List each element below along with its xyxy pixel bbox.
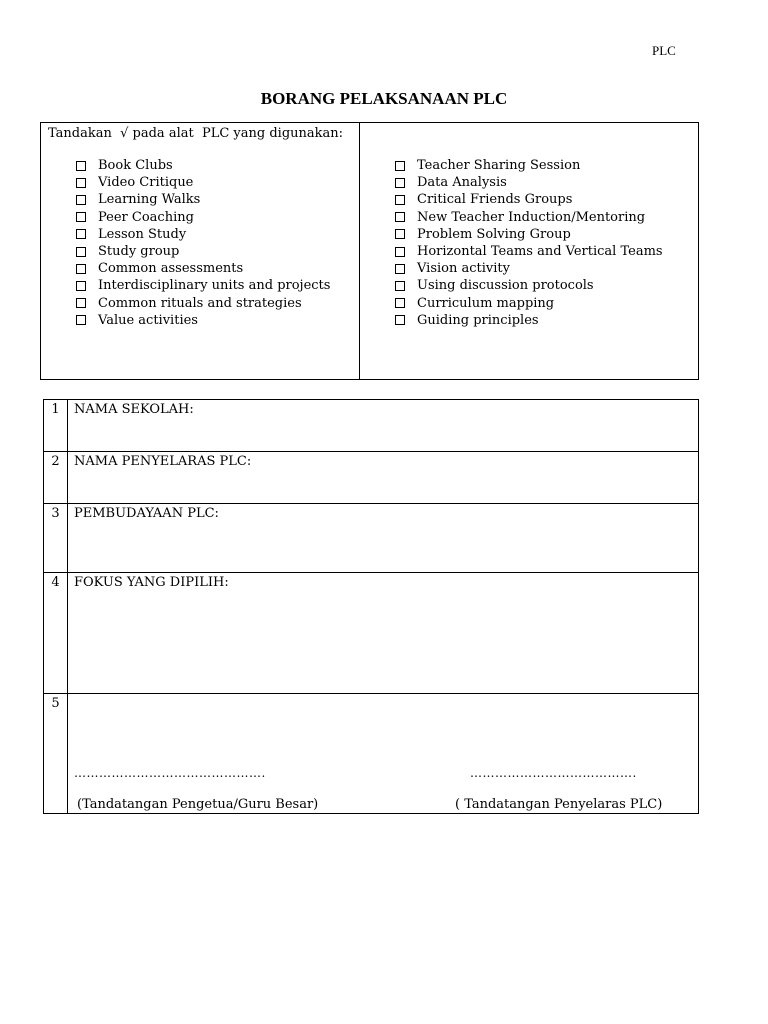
field-label: PEMBUDAYAAN PLC: xyxy=(74,506,219,521)
checkbox-icon[interactable] xyxy=(76,161,86,171)
plc-tools-checklist xyxy=(40,122,699,380)
tool-item-value-activities[interactable] xyxy=(76,312,330,329)
checkbox-icon[interactable] xyxy=(76,247,86,257)
checkbox-icon[interactable] xyxy=(395,315,405,325)
header-tag: PLC xyxy=(652,43,676,58)
form-title: BORANG PELAKSANAAN PLC xyxy=(260,89,508,108)
tool-item-teacher-sharing-session[interactable] xyxy=(395,157,663,174)
checkbox-icon[interactable] xyxy=(395,281,405,291)
checkbox-icon[interactable] xyxy=(76,212,86,222)
tool-item-new-teacher-induction[interactable] xyxy=(395,209,663,226)
tool-item-label: Curriculum mapping xyxy=(417,295,555,311)
field-label: NAMA SEKOLAH: xyxy=(74,402,194,417)
tool-item-label: Study group xyxy=(98,244,180,260)
tool-item-label: Teacher Sharing Session xyxy=(417,158,581,174)
tool-item-label: Interdisciplinary units and projects xyxy=(98,278,331,294)
checkbox-icon[interactable] xyxy=(76,195,86,205)
checkbox-icon[interactable] xyxy=(395,229,405,239)
row-number: 4 xyxy=(44,573,68,694)
tool-item-label: Lesson Study xyxy=(98,226,187,242)
tool-item-vision-activity[interactable] xyxy=(395,260,663,277)
coordinator-name-field[interactable] xyxy=(68,452,699,504)
tool-item-label: Data Analysis xyxy=(417,175,507,191)
table-row xyxy=(44,504,699,573)
table-row xyxy=(44,573,699,694)
checkbox-icon[interactable] xyxy=(395,298,405,308)
tool-item-label: Horizontal Teams and Vertical Teams xyxy=(417,244,663,260)
checkbox-icon[interactable] xyxy=(395,161,405,171)
tool-item-data-analysis[interactable] xyxy=(395,174,663,191)
tool-item-peer-coaching[interactable] xyxy=(76,209,330,226)
tool-item-label: Guiding principles xyxy=(417,312,539,328)
checkbox-icon[interactable] xyxy=(395,247,405,257)
school-name-field[interactable] xyxy=(68,400,699,452)
tool-item-label: Using discussion protocols xyxy=(417,278,594,294)
tool-item-study-group[interactable] xyxy=(76,243,330,260)
tool-item-video-critique[interactable] xyxy=(76,174,330,191)
field-label: NAMA PENYELARAS PLC: xyxy=(74,454,252,469)
tool-item-label: Problem Solving Group xyxy=(417,226,571,242)
tool-item-guiding-principles[interactable] xyxy=(395,312,663,329)
checklist-left-column xyxy=(41,123,360,379)
tool-item-label: Learning Walks xyxy=(98,192,201,208)
checkbox-icon[interactable] xyxy=(76,281,86,291)
tool-item-label: New Teacher Induction/Mentoring xyxy=(417,209,646,225)
checkbox-icon[interactable] xyxy=(395,178,405,188)
tool-item-label: Vision activity xyxy=(417,261,510,277)
coordinator-signature-caption: ( Tandatangan Penyelaras PLC) xyxy=(455,797,663,812)
tool-item-label: Video Critique xyxy=(98,175,194,191)
tool-item-book-clubs[interactable] xyxy=(76,157,330,174)
checkbox-icon[interactable] xyxy=(395,195,405,205)
table-row xyxy=(44,400,699,452)
checkbox-icon[interactable] xyxy=(76,178,86,188)
table-row xyxy=(44,452,699,504)
tool-item-interdisciplinary-units[interactable] xyxy=(76,277,330,294)
checklist-instruction: Tandakan √ pada alat PLC yang digunakan: xyxy=(48,126,344,141)
row-number: 3 xyxy=(44,504,68,573)
tool-item-common-rituals[interactable] xyxy=(76,295,330,312)
checkbox-icon[interactable] xyxy=(395,264,405,274)
tool-item-problem-solving-group[interactable] xyxy=(395,226,663,243)
principal-signature-line[interactable]: ………………………………………. xyxy=(74,766,266,780)
tool-item-label: Value activities xyxy=(98,312,198,328)
tool-item-critical-friends-groups[interactable] xyxy=(395,191,663,208)
tool-item-curriculum-mapping[interactable] xyxy=(395,295,663,312)
tool-item-discussion-protocols[interactable] xyxy=(395,277,663,294)
tool-item-label: Book Clubs xyxy=(98,158,173,174)
principal-signature-caption: (Tandatangan Pengetua/Guru Besar) xyxy=(77,797,319,812)
tool-item-label: Common assessments xyxy=(98,261,244,277)
checkbox-icon[interactable] xyxy=(76,298,86,308)
tool-item-label: Peer Coaching xyxy=(98,209,194,225)
right-tool-list xyxy=(395,157,663,329)
row-number: 2 xyxy=(44,452,68,504)
checklist-right-column xyxy=(360,123,698,379)
focus-field[interactable] xyxy=(68,573,699,694)
signature-cell xyxy=(68,694,699,814)
field-label: FOKUS YANG DIPILIH: xyxy=(74,575,229,590)
row-number: 5 xyxy=(44,694,68,814)
tool-item-learning-walks[interactable] xyxy=(76,191,330,208)
tool-item-horizontal-vertical-teams[interactable] xyxy=(395,243,663,260)
row-number: 1 xyxy=(44,400,68,452)
culture-field[interactable] xyxy=(68,504,699,573)
left-tool-list xyxy=(76,157,330,329)
tool-item-label: Critical Friends Groups xyxy=(417,192,573,208)
checkbox-icon[interactable] xyxy=(395,212,405,222)
table-row xyxy=(44,694,699,814)
tool-item-label: Common rituals and strategies xyxy=(98,295,302,311)
checkbox-icon[interactable] xyxy=(76,264,86,274)
tool-item-lesson-study[interactable] xyxy=(76,226,330,243)
info-table xyxy=(43,399,699,814)
coordinator-signature-line[interactable]: …………………………………. xyxy=(470,766,637,780)
tool-item-common-assessments[interactable] xyxy=(76,260,330,277)
checkbox-icon[interactable] xyxy=(76,315,86,325)
checkbox-icon[interactable] xyxy=(76,229,86,239)
